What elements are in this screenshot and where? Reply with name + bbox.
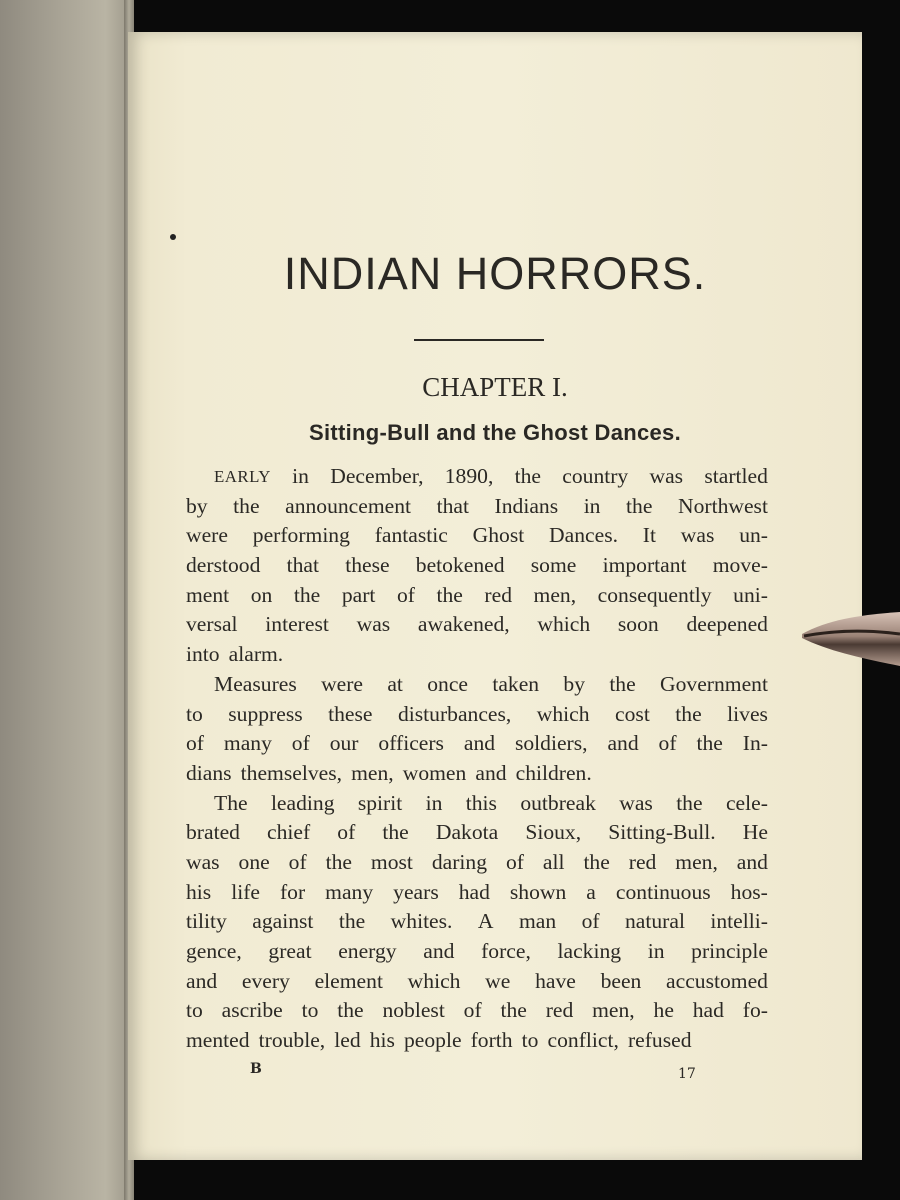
text-line: and every element which we have been accustomed: [186, 968, 768, 993]
text-line: brated chief of the Dakota Sioux, Sitting-Bull. He: [186, 820, 768, 845]
facing-page: [0, 0, 132, 1200]
page-marker-icon: [800, 612, 900, 666]
title-rule: [414, 339, 544, 341]
text-line: was one of the most daring of all the red men, and: [186, 849, 768, 874]
chapter-subtitle: Sitting-Bull and the Ghost Dances.: [309, 420, 681, 445]
text-line: to ascribe to the noblest of the red men, he had fo-: [186, 998, 768, 1023]
ink-dot: [170, 234, 176, 240]
text-line: gence, great energy and force, lacking in principle: [186, 939, 768, 963]
book-title: INDIAN HORRORS.: [283, 248, 707, 299]
text-line: were performing fantastic Ghost Dances. It was un-: [186, 523, 768, 548]
text-line: derstood that these betokened some important move-: [186, 553, 768, 578]
chapter-heading: CHAPTER I.: [422, 372, 568, 402]
text-line: to suppress these disturbances, which cost the lives: [186, 701, 768, 726]
text-line: tility against the whites. A man of natural intelli-: [186, 909, 768, 934]
text-line: Measures were at once taken by the Government: [214, 671, 768, 696]
text-line: by the announcement that Indians in the Northwest: [186, 493, 768, 518]
text-line: ment on the part of the red men, consequently uni-: [186, 582, 768, 607]
body-text: [186, 462, 768, 1056]
lead-word: EARLY: [214, 467, 271, 486]
text-line: The leading spirit in this outbreak was the cele-: [214, 790, 768, 815]
text-line: his life for many years had shown a continuous hos-: [186, 879, 768, 904]
page-number: 17: [678, 1066, 696, 1082]
signature-mark: B: [250, 1061, 262, 1077]
text-line: mented trouble, led his people forth to conflict, refused: [186, 1028, 692, 1053]
text-line: EARLY in December, 1890, the country was startled: [186, 462, 768, 492]
text-line: into alarm.: [186, 642, 284, 667]
text-line: of many of our officers and soldiers, and of the In-: [186, 731, 768, 756]
text-line: dians themselves, men, women and children.: [186, 760, 592, 785]
text-line: versal interest was awakened, which soon deepened: [186, 612, 768, 637]
